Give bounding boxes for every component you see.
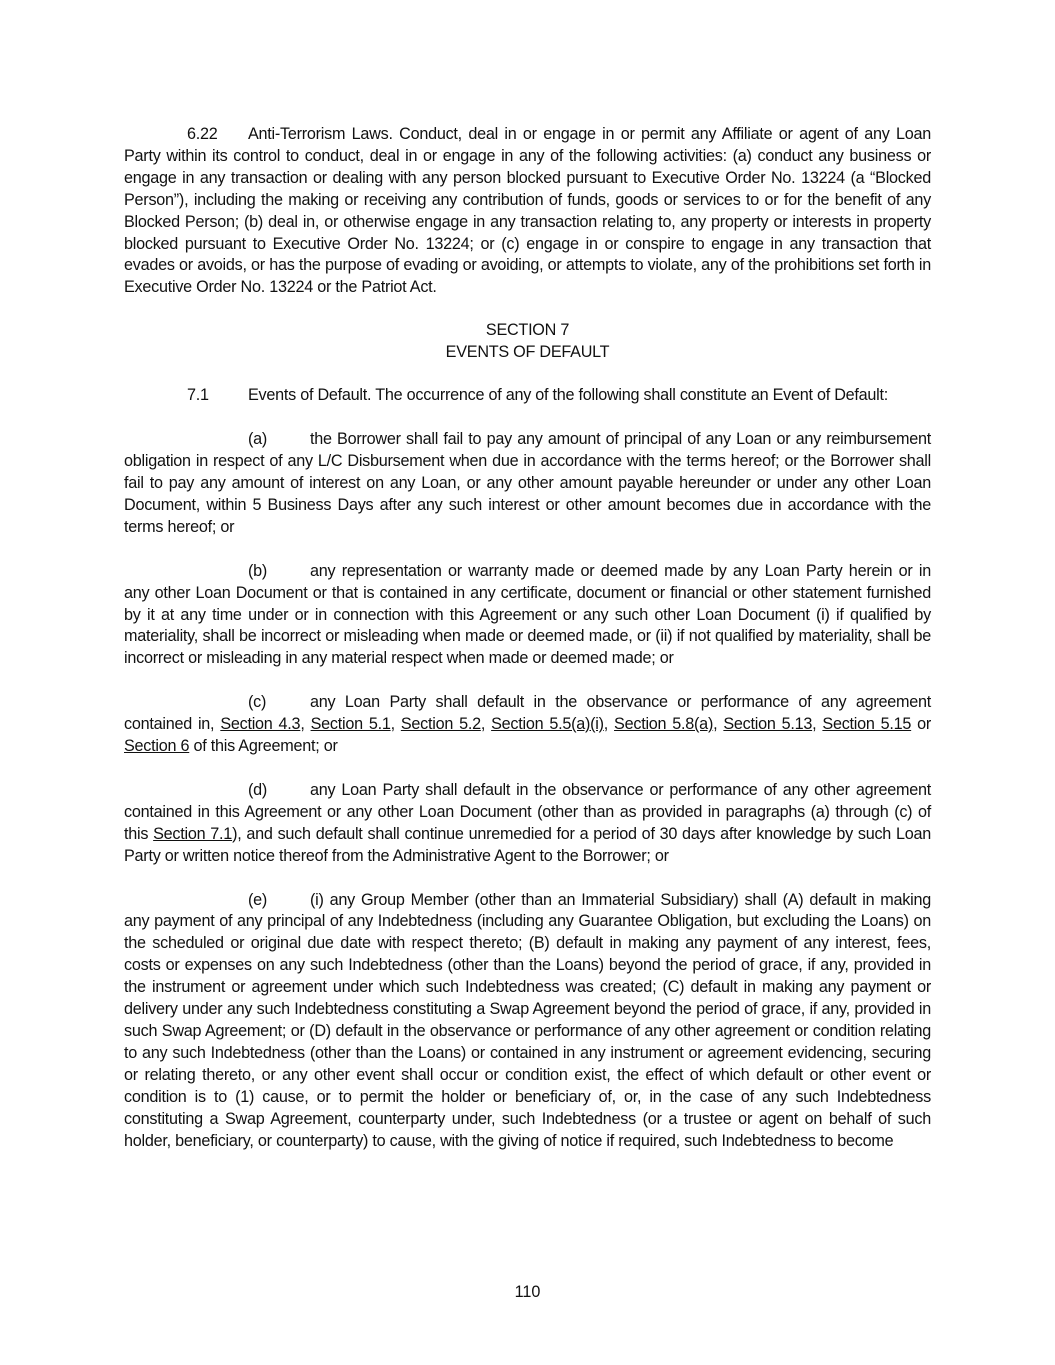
section-subtitle: EVENTS OF DEFAULT (445, 343, 610, 362)
section-reference: Section 6 (124, 737, 190, 756)
separator: , (300, 715, 311, 734)
section-reference: Section 5.1 (310, 715, 391, 734)
item-label: (b) (248, 561, 268, 580)
section-reference: Section 5.2 (400, 715, 481, 734)
document-page (124, 124, 931, 1152)
section-7-1-paragraph (124, 385, 931, 407)
item-text: any Loan Party shall default in the observance or performance of any other agreement contained in this Agreement or any other Loan Document (other than as provided in paragraphs (a) through (c) of this (124, 780, 931, 843)
item-a-paragraph (124, 429, 931, 539)
item-label: (c) (248, 693, 267, 712)
item-text: any representation or warranty made or deemed made by any Loan Party herein or in any other Loan Document or that is contained in any certificate, document or financial or other statement furnished by it at any time under or in connection with this Agreement or any such other Loan Document (i) if qualified by materiality, shall be incorrect or misleading when made or deemed made, or (ii) if not qualified by materiality, shall be incorrect or misleading in any material respect when made or deemed made; or (124, 561, 931, 668)
item-text: the Borrower shall fail to pay any amount of principal of any Loan or any reimbursement obligation in respect of any L/C Disbursement when due in accordance with the terms hereof; or the Borrower shall fail to pay any amount of interest on any Loan, or any other amount payable hereunder or under any other Loan Document, within 5 Business Days after any such interest or other amount becomes due in accordance with the terms hereof; or (124, 430, 931, 536)
separator: , (713, 715, 724, 734)
separator: , (480, 715, 492, 734)
section-title: SECTION 7 (485, 321, 570, 340)
separator: , (390, 715, 401, 734)
item-text: any Loan Party shall default in the observance or performance of any agreement contained in, (124, 693, 931, 734)
item-text: (i) any Group Member (other than an Immaterial Subsidiary) shall (A) default in making any payment of any principal of any Indebtedness (including any Guarantee Obligation, but excluding the Loans) on the scheduled or original due date with respect thereto; (B) default in making any payment of any interest, fees, costs or expenses on any such Indebtedness (other than the Loans) beyond the period of grace, if any, provided in the instrument or agreement under which such Indebtedness was created; (C) default in making any payment or delivery under any such Indebtedness constituting a Swap Agreement beyond the period of grace, if any, provided in such Swap Agreement; or (D) default in the observance or performance of any other agreement or condition relating to any such Indebtedness (other than the Loans) or contained in any instrument or agreement evidencing, securing or relating thereto, or any other event shall occur or condition exist, the effect of which default or other event or condition is to (1) cause, or to permit the holder or beneficiary of, or, in the case of any such Indebtedness constituting a Swap Agreement, counterparty under, such Indebtedness (or a trustee or agent on behalf of such holder, beneficiary, or counterparty) to cause, with the giving of notice if required, such Indebtedness to become (124, 890, 931, 1150)
section-reference: Section 4.3 (220, 715, 301, 734)
page-number: 110 (514, 1283, 541, 1301)
item-label: (e) (248, 890, 268, 909)
section-heading: Events of Default. (248, 386, 372, 405)
section-reference: Section 5.13 (723, 715, 813, 734)
item-c-paragraph (124, 692, 931, 758)
item-d-paragraph (124, 780, 931, 868)
item-text: ), and such default shall continue unremedied for a period of 30 days after knowledge by such Loan Party or written notice thereof from the Administrative Agent to the Borrower; or (124, 824, 931, 865)
separator: or (911, 715, 932, 734)
item-text: of this Agreement; or (189, 737, 338, 756)
item-b-paragraph (124, 561, 931, 671)
section-7-heading (124, 319, 931, 363)
section-body: The occurrence of any of the following shall constitute an Event of Default: (371, 386, 889, 405)
section-number: 7.1 (187, 386, 209, 405)
section-heading: Anti-Terrorism Laws. (248, 125, 393, 143)
section-reference: Section 7.1 (153, 824, 233, 843)
section-6-22-paragraph (124, 124, 931, 299)
item-e-paragraph (124, 890, 931, 1153)
item-label: (a) (248, 430, 268, 449)
separator: , (603, 715, 615, 734)
item-label: (d) (248, 780, 268, 799)
section-reference: Section 5.5(a)(i) (491, 715, 604, 734)
section-body: Conduct, deal in or engage in or permit any Affiliate or agent of any Loan Party within its control to conduct, deal in or engage in any of the following activities: (a) conduct any business or engage in any transaction or dealing with any person blocked pursuant to Executive Order No. 13224 (a “Blocked Person”), including the making or receiving any contribution of funds, goods or services to or for the benefit of any Blocked Person; (b) deal in, or otherwise engage in any transaction relating to, any property or interests in property blocked pursuant to Executive Order No. 13224; or (c) engage in or conspire to engage in any transaction that evades or avoids, or has the purpose of evading or avoiding, or attempts to violate, any of the prohibitions set forth in Executive Order No. 13224 or the Patriot Act. (124, 125, 932, 297)
separator: , (812, 715, 823, 734)
section-reference: Section 5.8(a) (614, 715, 714, 734)
section-reference: Section 5.15 (822, 715, 912, 734)
section-number: 6.22 (187, 125, 218, 143)
